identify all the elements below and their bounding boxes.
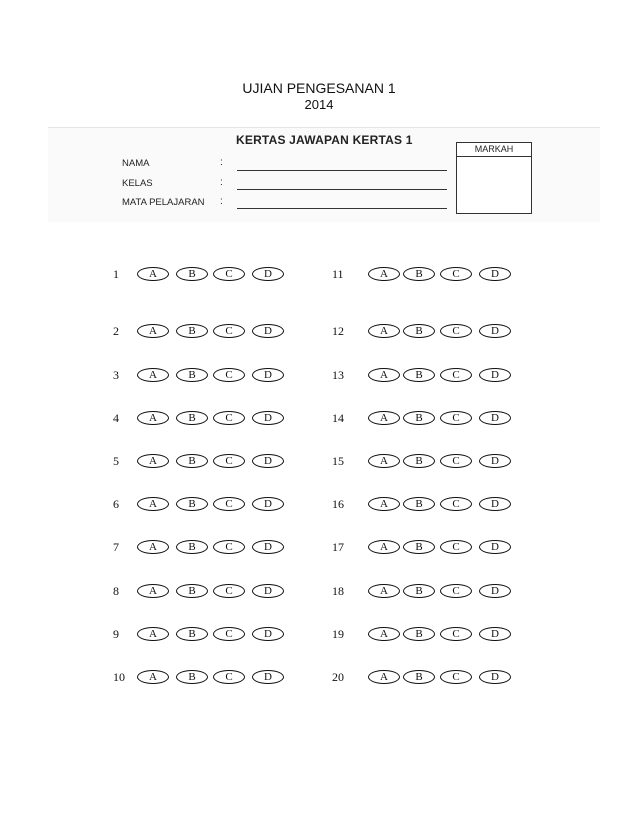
answer-bubble-d[interactable]: D bbox=[479, 267, 511, 281]
answer-bubble-a[interactable]: A bbox=[368, 540, 400, 554]
answer-bubble-b[interactable]: B bbox=[176, 368, 208, 382]
answer-bubble-c[interactable]: C bbox=[213, 627, 245, 641]
answer-bubble-b[interactable]: B bbox=[403, 670, 435, 684]
question-number: 7 bbox=[113, 540, 119, 554]
answer-bubble-b[interactable]: B bbox=[176, 267, 208, 281]
answer-bubble-a[interactable]: A bbox=[137, 670, 169, 684]
question-number: 18 bbox=[332, 584, 344, 598]
answer-bubble-c[interactable]: C bbox=[440, 497, 472, 511]
answer-bubble-a[interactable]: A bbox=[368, 584, 400, 598]
exam-title: UJIAN PENGESANAN 1 bbox=[242, 80, 396, 96]
answer-bubble-d[interactable]: D bbox=[252, 497, 284, 511]
answer-bubble-b[interactable]: B bbox=[403, 584, 435, 598]
question-number: 16 bbox=[332, 497, 344, 511]
exam-year: 2014 bbox=[304, 97, 334, 112]
answer-bubble-b[interactable]: B bbox=[403, 627, 435, 641]
answer-bubble-a[interactable]: A bbox=[137, 540, 169, 554]
answer-bubble-c[interactable]: C bbox=[440, 627, 472, 641]
question-number: 2 bbox=[113, 324, 119, 338]
answer-bubble-a[interactable]: A bbox=[368, 497, 400, 511]
question-number: 10 bbox=[113, 670, 125, 684]
answer-bubble-a[interactable]: A bbox=[137, 411, 169, 425]
answer-bubble-b[interactable]: B bbox=[403, 368, 435, 382]
question-number: 8 bbox=[113, 584, 119, 598]
class-label: KELAS bbox=[122, 178, 153, 189]
question-number: 11 bbox=[332, 267, 344, 281]
answer-bubble-c[interactable]: C bbox=[213, 497, 245, 511]
question-number: 15 bbox=[332, 454, 344, 468]
question-number: 19 bbox=[332, 627, 344, 641]
answer-bubble-b[interactable]: B bbox=[176, 540, 208, 554]
answer-bubble-d[interactable]: D bbox=[252, 267, 284, 281]
answer-bubble-b[interactable]: B bbox=[176, 324, 208, 338]
answer-bubble-d[interactable]: D bbox=[252, 324, 284, 338]
answer-bubble-d[interactable]: D bbox=[479, 368, 511, 382]
answer-bubble-b[interactable]: B bbox=[403, 411, 435, 425]
answer-bubble-d[interactable]: D bbox=[479, 584, 511, 598]
answer-bubble-c[interactable]: C bbox=[440, 670, 472, 684]
answer-bubble-c[interactable]: C bbox=[213, 368, 245, 382]
answer-bubble-b[interactable]: B bbox=[403, 454, 435, 468]
answer-bubble-a[interactable]: A bbox=[368, 670, 400, 684]
answer-bubble-b[interactable]: B bbox=[403, 497, 435, 511]
answer-bubble-d[interactable]: D bbox=[479, 497, 511, 511]
answer-bubble-b[interactable]: B bbox=[176, 454, 208, 468]
question-number: 9 bbox=[113, 627, 119, 641]
answer-bubble-c[interactable]: C bbox=[440, 411, 472, 425]
name-label: NAMA bbox=[122, 158, 150, 169]
answer-bubble-c[interactable]: C bbox=[213, 454, 245, 468]
answer-bubble-d[interactable]: D bbox=[479, 670, 511, 684]
answer-bubble-a[interactable]: A bbox=[368, 267, 400, 281]
answer-bubble-c[interactable]: C bbox=[213, 584, 245, 598]
answer-bubble-d[interactable]: D bbox=[479, 454, 511, 468]
answer-bubble-c[interactable]: C bbox=[440, 454, 472, 468]
answer-bubble-c[interactable]: C bbox=[440, 584, 472, 598]
question-number: 13 bbox=[332, 368, 344, 382]
answer-bubble-c[interactable]: C bbox=[213, 267, 245, 281]
answer-bubble-d[interactable]: D bbox=[252, 411, 284, 425]
subject-label: MATA PELAJARAN bbox=[122, 197, 205, 208]
question-number: 20 bbox=[332, 670, 344, 684]
question-number: 6 bbox=[113, 497, 119, 511]
answer-bubble-d[interactable]: D bbox=[479, 627, 511, 641]
answer-bubble-d[interactable]: D bbox=[479, 540, 511, 554]
answer-bubble-d[interactable]: D bbox=[252, 540, 284, 554]
answer-bubble-a[interactable]: A bbox=[137, 267, 169, 281]
answer-sheet-header bbox=[48, 127, 600, 222]
answer-bubble-a[interactable]: A bbox=[368, 324, 400, 338]
answer-bubble-d[interactable]: D bbox=[479, 411, 511, 425]
answer-bubble-d[interactable]: D bbox=[252, 584, 284, 598]
answer-sheet-heading: KERTAS JAWAPAN KERTAS 1 bbox=[236, 133, 413, 147]
class-field-line[interactable] bbox=[237, 189, 447, 190]
answer-bubble-d[interactable]: D bbox=[252, 670, 284, 684]
name-field-line[interactable] bbox=[237, 170, 447, 171]
answer-bubble-c[interactable]: C bbox=[440, 324, 472, 338]
answer-bubble-c[interactable]: C bbox=[440, 267, 472, 281]
answer-bubble-b[interactable]: B bbox=[403, 267, 435, 281]
question-number: 14 bbox=[332, 411, 344, 425]
mark-box bbox=[456, 142, 532, 214]
answer-bubble-d[interactable]: D bbox=[479, 324, 511, 338]
answer-bubble-c[interactable]: C bbox=[213, 324, 245, 338]
answer-bubble-b[interactable]: B bbox=[176, 627, 208, 641]
answer-bubble-b[interactable]: B bbox=[176, 670, 208, 684]
class-colon: : bbox=[220, 177, 223, 188]
answer-bubble-a[interactable]: A bbox=[137, 627, 169, 641]
answer-bubble-a[interactable]: A bbox=[368, 627, 400, 641]
answer-bubble-c[interactable]: C bbox=[213, 670, 245, 684]
answer-bubble-d[interactable]: D bbox=[252, 368, 284, 382]
question-number: 1 bbox=[113, 267, 119, 281]
mark-label: MARKAH bbox=[457, 143, 531, 157]
answer-bubble-b[interactable]: B bbox=[176, 584, 208, 598]
answer-bubble-b[interactable]: B bbox=[176, 411, 208, 425]
answer-bubble-b[interactable]: B bbox=[176, 497, 208, 511]
answer-bubble-b[interactable]: B bbox=[403, 540, 435, 554]
question-number: 5 bbox=[113, 454, 119, 468]
answer-bubble-a[interactable]: A bbox=[368, 411, 400, 425]
question-number: 3 bbox=[113, 368, 119, 382]
answer-bubble-c[interactable]: C bbox=[440, 540, 472, 554]
answer-bubble-a[interactable]: A bbox=[137, 454, 169, 468]
question-number: 17 bbox=[332, 540, 344, 554]
subject-field-line[interactable] bbox=[237, 208, 447, 209]
question-number: 12 bbox=[332, 324, 344, 338]
answer-bubble-c[interactable]: C bbox=[440, 368, 472, 382]
answer-bubble-a[interactable]: A bbox=[368, 368, 400, 382]
subject-colon: : bbox=[220, 196, 223, 207]
answer-bubble-d[interactable]: D bbox=[252, 627, 284, 641]
answer-bubble-a[interactable]: A bbox=[137, 497, 169, 511]
answer-bubble-c[interactable]: C bbox=[213, 411, 245, 425]
question-number: 4 bbox=[113, 411, 119, 425]
answer-bubble-b[interactable]: B bbox=[403, 324, 435, 338]
answer-bubble-a[interactable]: A bbox=[137, 368, 169, 382]
answer-bubble-d[interactable]: D bbox=[252, 454, 284, 468]
answer-bubble-a[interactable]: A bbox=[368, 454, 400, 468]
answer-bubble-a[interactable]: A bbox=[137, 324, 169, 338]
answer-bubble-c[interactable]: C bbox=[213, 540, 245, 554]
answer-bubble-a[interactable]: A bbox=[137, 584, 169, 598]
name-colon: : bbox=[220, 157, 223, 168]
